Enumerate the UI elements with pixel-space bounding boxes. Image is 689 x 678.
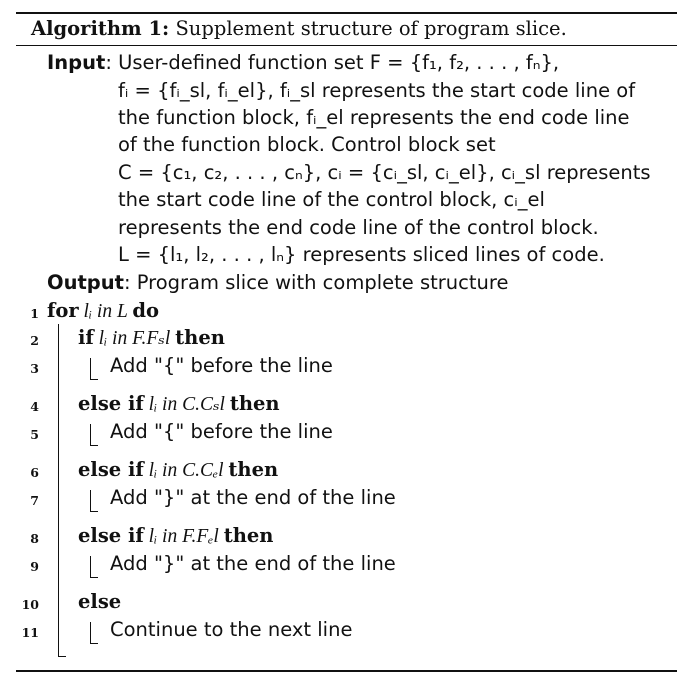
line-number: 5 — [30, 427, 39, 442]
step-for — [47, 301, 159, 322]
input-line-2: the function block, fᵢ_el represents the end code line — [118, 106, 630, 129]
algorithm-title: Supplement structure of program slice. — [175, 17, 567, 40]
step-if — [78, 328, 225, 349]
step-action: Add "}" at the end of the line — [110, 552, 396, 575]
else-if-block-bar-1 — [90, 424, 91, 446]
line-number: 2 — [30, 333, 39, 348]
line-number: 4 — [30, 399, 39, 414]
step-expr: lᵢ in F.Fₑl — [143, 526, 224, 547]
step-else — [78, 592, 121, 612]
step-expr: lᵢ in L — [78, 301, 133, 322]
input-line-3: of the function block. Control block set — [118, 133, 496, 156]
for-block-bar — [58, 324, 59, 657]
input-text-0: : User-defined function set F = {f₁, f₂, . . . , fₙ}, — [105, 51, 560, 74]
keyword-else-if: else if — [78, 524, 144, 547]
if-block-foot — [90, 379, 98, 380]
for-block-foot — [58, 656, 66, 657]
input-line-5: the start code line of the control block, cᵢ_el — [118, 188, 545, 211]
step-expr: lᵢ in C.Cₑl — [143, 460, 229, 481]
else-block-bar — [90, 622, 91, 644]
else-if-block-foot-2 — [90, 511, 98, 512]
keyword-then: then — [228, 458, 279, 481]
input-line-7: L = {l₁, l₂, . . . , lₙ} represents sliced lines of code. — [118, 243, 605, 266]
step-action: Continue to the next line — [110, 618, 353, 641]
input-line-4: C = {c₁, c₂, . . . , cₙ}, cᵢ = {cᵢ_sl, cᵢ_el}, cᵢ_sl represents — [118, 161, 651, 184]
line-number: 9 — [30, 559, 39, 574]
keyword-then: then — [223, 524, 274, 547]
else-if-block-foot-1 — [90, 445, 98, 446]
output-text: : Program slice with complete structure — [123, 271, 509, 294]
line-number: 8 — [30, 531, 39, 546]
keyword-then: then — [229, 392, 280, 415]
step-else-if — [78, 460, 278, 481]
input-line-0 — [47, 53, 559, 73]
bottom-rule — [16, 670, 677, 672]
if-block-bar — [90, 358, 91, 380]
else-if-block-bar-3 — [90, 556, 91, 578]
step-action: Add "{" before the line — [110, 354, 333, 377]
else-if-block-foot-3 — [90, 577, 98, 578]
input-line-6: represents the end code line of the control block. — [118, 216, 599, 239]
output-line — [47, 273, 508, 293]
keyword-if: if — [78, 326, 94, 349]
line-number: 3 — [30, 361, 39, 376]
keyword-else-if: else if — [78, 392, 144, 415]
step-expr: lᵢ in C.Cₛl — [143, 394, 230, 415]
input-label: Input — [47, 51, 106, 74]
output-label: Output — [47, 271, 124, 294]
keyword-else-if: else if — [78, 458, 144, 481]
algorithm-label: Algorithm 1: — [31, 17, 170, 40]
line-number: 10 — [21, 597, 39, 612]
keyword-else: else — [78, 590, 122, 613]
else-block-foot — [90, 643, 98, 644]
top-rule — [16, 12, 677, 14]
title-rule — [16, 45, 677, 46]
algorithm-caption — [31, 19, 567, 39]
keyword-then: then — [175, 326, 225, 349]
line-number: 1 — [30, 306, 39, 321]
line-number: 7 — [30, 493, 39, 508]
step-else-if — [78, 526, 273, 547]
step-else-if — [78, 394, 280, 415]
line-number: 6 — [30, 465, 39, 480]
keyword-for: for — [47, 299, 79, 322]
step-action: Add "{" before the line — [110, 420, 333, 443]
step-expr: lᵢ in F.Fₛl — [93, 328, 176, 349]
step-action: Add "}" at the end of the line — [110, 486, 396, 509]
line-number: 11 — [21, 625, 39, 640]
input-line-1: fᵢ = {fᵢ_sl, fᵢ_el}, fᵢ_sl represents the start code line of — [118, 79, 636, 102]
keyword-do: do — [132, 299, 159, 322]
else-if-block-bar-2 — [90, 490, 91, 512]
